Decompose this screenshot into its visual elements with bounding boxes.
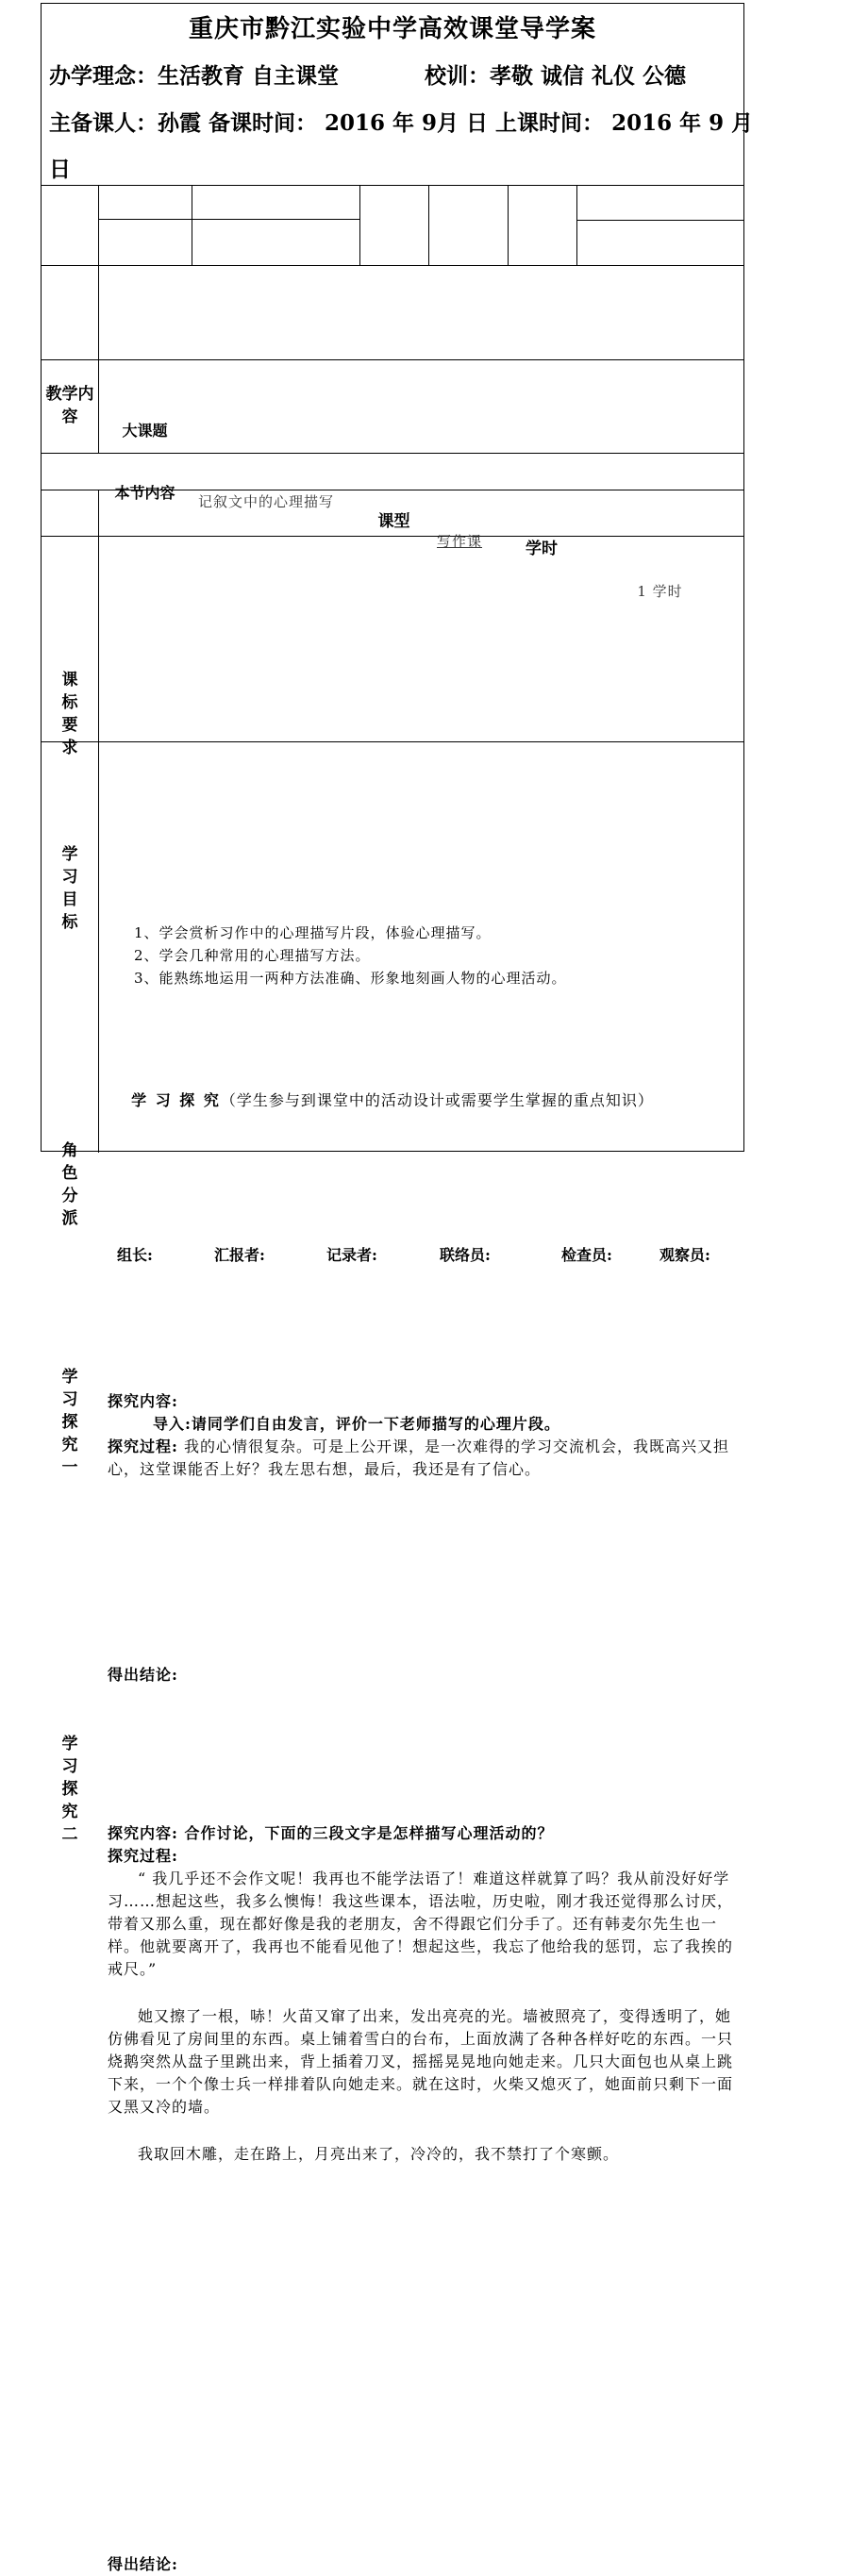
inquiry2-content-label: 探究内容: xyxy=(108,1824,178,1842)
inquiry1-process-text: 我的心情很复杂。可是上公开课，是一次难得的学习交流机会，我既高兴又担心，这堂课能否上好？我左思右想，最后，我还是有了信心。 xyxy=(108,1438,730,1478)
inquiry2-body xyxy=(108,1822,740,2166)
type-label: 课型 xyxy=(377,512,410,531)
inquiry1-process xyxy=(108,1436,740,1481)
teaching-content-label: 教学内容 xyxy=(45,385,94,426)
inquiry1-intro xyxy=(108,1413,740,1436)
inquiry2-conclusion-label: 得出结论: xyxy=(108,2555,178,2573)
inquiry2-process-label: 探究过程: xyxy=(108,1847,178,1865)
role-observer: 观察员: xyxy=(659,1246,710,1264)
hours-label: 学时 xyxy=(526,540,558,558)
section-label: 本节内容 xyxy=(114,484,175,502)
preparer-line-cont: 日 xyxy=(49,157,71,182)
inquiry2-para3: 我取回木雕，走在路上，月亮出来了，冷冷的，我不禁打了个寒颤。 xyxy=(138,2145,620,2163)
inquiry2-label: 学习探究二 xyxy=(61,1735,78,1844)
role-leader: 组长: xyxy=(117,1246,153,1264)
role-recorder: 记录者: xyxy=(326,1246,377,1264)
header xyxy=(42,4,754,185)
hours-value: 1 学时 xyxy=(637,583,683,600)
role-liaison: 联络员: xyxy=(440,1246,491,1264)
inquiry-header xyxy=(42,1089,743,1110)
lesson-plan-page xyxy=(41,3,754,2573)
school-motto: 校训：孝敬 诚信 礼仪 公德 xyxy=(425,63,687,89)
objective-item: 2、学会几种常用的心理描写方法。 xyxy=(134,947,371,964)
inquiry1-content-label: 探究内容: xyxy=(108,1392,178,1410)
page-title: 重庆市黔江实验中学高效课堂导学案 xyxy=(188,15,596,43)
inquiry1-process-label: 探究过程: xyxy=(108,1438,178,1455)
section-value: 记叙文中的心理描写 xyxy=(198,493,335,510)
inquiry1-body xyxy=(108,1390,740,1481)
role-checker: 检查员: xyxy=(561,1246,612,1264)
objectives-list xyxy=(134,922,738,989)
inquiry2-para1: “ 我几乎还不会作文呢！我再也不能学法语了！难道这样就算了吗？我从前没好好学习……想起这些，我多么懊悔！我这些课本，语法啦，历史啦，刚才我还觉得那么讨厌，带着又那么重，现在都好像是我的老朋友，舍不得跟它们分手了。还有韩麦尔先生也一样。他就要离开了，我再也不能看见他了！想起这些，我忘了他给我的惩罚，忘了我挨的戒尺。” xyxy=(108,1870,734,1978)
preparer-line: 主备课人：孙霞 备课时间： 2016 年 9月 日 上课时间： 2016 年 9 月 xyxy=(49,110,754,136)
inquiry1-intro-label: 导入: xyxy=(153,1415,192,1433)
inquiry2-content xyxy=(108,1822,740,1845)
inquiry2-para2: 她又擦了一根，哧！火苗又窜了出来，发出亮亮的光。墙被照亮了，变得透明了，她仿佛看见了房间里的东西。桌上铺着雪白的台布，上面放满了各种各样好吃的东西。一只烧鹅突然从盘子里跳出来，背上插着刀叉，摇摇晃晃地向她走来。几只大面包也从桌上跳下来，一个个像士兵一样排着队向她走来。就在这时，火柴又熄灭了，她面前只剩下一面又黑又冷的墙。 xyxy=(108,2007,734,2116)
role-reporter: 汇报者: xyxy=(214,1246,265,1264)
roles-label: 角色分派 xyxy=(61,1141,78,1228)
inquiry1-conclusion-label: 得出结论: xyxy=(108,1666,178,1684)
inquiry1-intro-text: 请同学们自由发言，评价一下老师描写的心理片段。 xyxy=(191,1415,560,1433)
type-value: 写作课 xyxy=(437,533,483,550)
standards-label: 课标要求 xyxy=(61,671,78,757)
inquiry-header-note: （学生参与到课堂中的活动设计或需要学生掌握的重点知识） xyxy=(220,1091,654,1109)
unit-label: 大课题 xyxy=(122,422,168,440)
objectives-label: 学习目标 xyxy=(61,845,78,932)
inquiry2-content-text: 合作讨论，下面的三段文字是怎样描写心理活动的？ xyxy=(177,1824,554,1842)
inquiry-header-title: 学 习 探 究 xyxy=(131,1091,221,1109)
objective-item: 1、学会赏析习作中的心理描写片段，体验心理描写。 xyxy=(134,924,492,941)
objective-item: 3、能熟练地运用一两种方法准确、形象地刻画人物的心理活动。 xyxy=(134,970,567,987)
inquiry1-label: 学习探究一 xyxy=(61,1368,78,1477)
school-philosophy: 办学理念：生活教育 自主课堂 xyxy=(49,63,340,89)
